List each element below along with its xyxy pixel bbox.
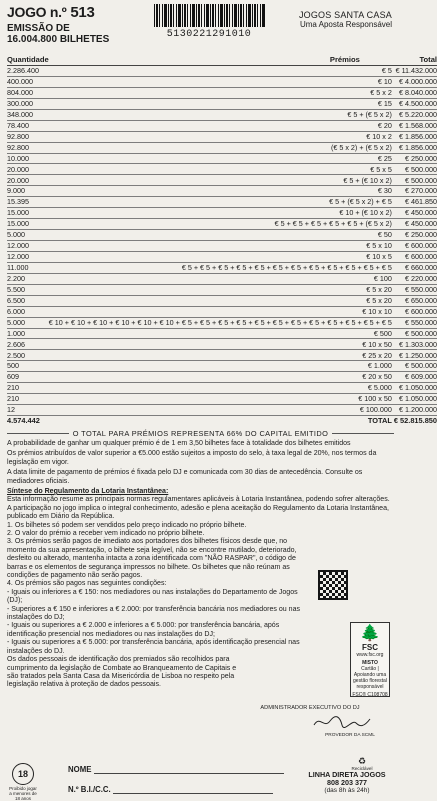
barcode: [154, 4, 266, 27]
prize-value: € 5 x 10: [49, 241, 394, 252]
prize-value: € 25: [49, 153, 394, 164]
rule-4c: - Iguais ou superiores a € 2.000 e inferiores a € 5.000: por transferência bancária, após identificação presencial nos mediadores ou nas instalações do DJ;: [7, 622, 280, 638]
regulation-intro: Esta informação resume as principais normas regulamentares aplicáveis à Lotaria Instantânea, podendo sofrer alterações. A participação no jogo implica o integral conhecimento, adesão e plena aceitação do Regulamento da Lotaria Instantânea, publicado em Diário da República.: [7, 496, 390, 521]
prize-total: € 1.856.000: [394, 142, 437, 153]
prize-value: € 5.000: [49, 383, 394, 394]
prize-total: € 600.000: [394, 251, 437, 262]
ticket-header: [7, 4, 394, 54]
prize-row: [7, 208, 437, 219]
prize-quantity: 400.000: [7, 76, 49, 87]
fsc-label: [350, 622, 390, 697]
prize-quantity: 5.000: [7, 230, 49, 241]
emission-tickets: 16.004.800 BILHETES: [7, 34, 110, 45]
prize-row: [7, 317, 437, 328]
prize-row: [7, 383, 437, 394]
ticket-footer: [0, 756, 400, 801]
data-protection-text: Os dados pessoais de identificação dos premiados são recolhidos para cumprimento da legislação de Combate ao Branqueamento de Capitais e são tratados pela Santa Casa da Misericórdia de Lisboa no respeito pela legislação relativa à proteção de dados pessoais.: [7, 656, 237, 689]
prize-value: € 10 + (€ 10 x 2): [49, 208, 394, 219]
prize-table-header: [7, 54, 437, 66]
prize-quantity: 92.800: [7, 131, 49, 142]
prize-quantity: 15.395: [7, 197, 49, 208]
prize-total: € 450.000: [394, 208, 437, 219]
age-restriction: [8, 763, 38, 801]
capital-text: O TOTAL PARA PRÉMIOS REPRESENTA 66% DO CAPITAL EMITIDO: [72, 428, 329, 438]
rule-3: 3. Os prémios serão pagos de imediato aos portadores dos bilhetes físicos desde que, no momento da sua apresentação, o bilhete seja legível, não se encontre mutilado, deteriorado, desfeito ou alterado, mantenha intacta a zona identificada com "NÃO RASPAR", o código de barras e os elementos de segurança impressos no bilhete. Os bilhetes que não reúnam as condições de pagamento não serão pagos.: [7, 538, 297, 580]
rule-4: 4. Os prémios são pagos nas seguintes condições:: [7, 580, 167, 588]
prize-quantity: 6.000: [7, 306, 49, 317]
prize-value: € 5 + (€ 10 x 2): [49, 175, 394, 186]
prize-value: € 20: [49, 120, 394, 131]
prize-total: € 1.303.000: [394, 339, 437, 350]
fsc-code: FSC® C108708: [352, 692, 388, 698]
prize-row: [7, 251, 437, 262]
prize-total: € 250.000: [394, 153, 437, 164]
col-prizes: Prémios: [49, 54, 394, 66]
game-label: JOGO n.º: [7, 4, 67, 20]
prize-value: € 10 x 2: [49, 131, 394, 142]
prize-value: € 10 + € 10 + € 10 + € 10 + € 10 + € 10 + € 5 + € 5 + € 5 + € 5 + € 5 + € 5 + € 5 + € 5 + € 5 + € 5 + € 5 + € 5: [48, 317, 392, 327]
prize-quantity: 2.606: [7, 339, 49, 350]
prize-value: € 5 + (€ 5 x 2): [49, 109, 394, 120]
prize-total: € 609.000: [394, 372, 437, 383]
col-total: Total: [394, 54, 437, 66]
prize-value: € 5 x 2: [49, 87, 394, 98]
prize-row: [7, 372, 437, 383]
prize-quantity: 804.000: [7, 87, 49, 98]
rule-4b: - Superiores a € 150 e inferiores a € 2.000: por transferência bancária nos mediadores ou nas instalações do DJ;: [7, 605, 301, 622]
regulation-title: Síntese do Regulamento da Lotaria Instantânea:: [7, 487, 169, 495]
prize-total: € 450.000: [394, 219, 437, 230]
prize-total: € 461.850: [394, 197, 437, 208]
prize-value: € 10: [49, 76, 394, 87]
prize-quantity: 92.800: [7, 142, 49, 153]
prize-value: € 100.000: [49, 405, 394, 416]
prize-value: € 15: [49, 98, 394, 109]
prize-value: € 5: [49, 66, 394, 77]
prize-quantity: 210: [7, 394, 49, 405]
prize-row: [7, 175, 437, 186]
prize-total: € 1.050.000: [394, 394, 437, 405]
divider: [7, 433, 69, 434]
prize-quantity: 12: [7, 405, 49, 416]
brand-name: JOGOS SANTA CASA: [298, 10, 392, 20]
prize-quantity: 210: [7, 383, 49, 394]
total-label: TOTAL: [367, 416, 392, 426]
prize-quantity: 11.000: [7, 262, 49, 273]
helpline-hours: (das 8h às 24h): [324, 787, 370, 794]
barcode-block: [154, 4, 264, 40]
prize-total: € 8.040.000: [394, 87, 437, 98]
prize-total: € 1.200.000: [394, 405, 437, 416]
prize-row: [7, 306, 437, 317]
emission-label: EMISSÃO DE: [7, 23, 70, 34]
helpline: [302, 771, 392, 795]
prize-quantity: 6.500: [7, 295, 49, 306]
prize-row: [7, 120, 437, 131]
prize-value: € 25 x 20: [49, 350, 394, 361]
recyclable-label: Reciclável: [351, 766, 373, 771]
prize-total: € 600.000: [394, 306, 437, 317]
prize-total: € 660.000: [394, 262, 437, 273]
prize-value: € 5 x 20: [49, 284, 394, 295]
prize-quantity: 300.000: [7, 98, 49, 109]
prize-total: € 1.856.000: [394, 131, 437, 142]
prize-total: € 1.050.000: [394, 383, 437, 394]
col-quantity: Quantidade: [7, 54, 49, 64]
prize-row: [7, 339, 437, 350]
fsc-site: www.fsc.org: [356, 652, 384, 658]
rule-4d: - Iguais ou superiores a € 5.000: por transferência bancária, após identificação presencial nas instalações do DJ.: [7, 639, 300, 655]
terms-text: [7, 440, 394, 690]
prize-total: € 650.000: [394, 295, 437, 306]
prize-value: € 5 + (€ 5 x 2) + € 5: [49, 197, 394, 208]
id-line: [68, 785, 273, 794]
rule-2: 2. O valor do prémio a receber vem indicado no próprio bilhete.: [7, 530, 205, 537]
prize-total: € 1.568.000: [394, 120, 437, 131]
prize-value: € 30: [49, 186, 394, 197]
id-field[interactable]: [113, 785, 273, 794]
prize-value: € 5 + € 5 + € 5 + € 5 + € 5 + (€ 5 x 2): [49, 219, 394, 230]
prize-row: [7, 350, 437, 361]
prize-row: [7, 295, 437, 306]
recyclable-mark: [337, 757, 387, 771]
prize-quantity: 15.000: [7, 219, 49, 230]
prize-quantity: 2.286.400: [7, 66, 49, 77]
prize-row: [7, 142, 437, 153]
fsc-tree-icon: 🌲: [360, 625, 380, 642]
prize-total: € 270.000: [394, 186, 437, 197]
game-info: [7, 4, 127, 45]
fsc-logo: FSC: [362, 643, 378, 652]
helpline-title: LINHA DIRETA JOGOS: [308, 770, 386, 779]
prize-total: € 11.432.000: [395, 66, 437, 76]
capital-line: [7, 429, 394, 438]
prize-total: € 220.000: [394, 273, 437, 284]
prize-total: € 600.000: [394, 241, 437, 252]
prize-value: € 5 + € 5 + € 5 + € 5 + € 5 + € 5 + € 5 + € 5 + € 5 + € 5 + € 5 + € 5: [49, 262, 394, 273]
prize-quantity: 2.500: [7, 350, 49, 361]
prize-row: [7, 197, 437, 208]
prize-quantity: 1.000: [7, 328, 49, 339]
brand-slogan: Uma Aposta Responsável: [299, 20, 392, 29]
game-number-line: [7, 4, 127, 21]
tax-text: Os prémios atribuídos de valor superior a €5.000 estão sujeitos a imposto do selo, à taxa legal de 20%, nos termos da legislação em vigor.: [7, 450, 377, 466]
prize-row: [7, 98, 437, 109]
name-line: [68, 765, 284, 774]
prize-row: [7, 394, 437, 405]
deadline-text: A data limite de pagamento de prémios é fixada pelo DJ e comunicada com 30 dias de antecedência. Consulte os mediadores oficiais.: [7, 469, 363, 485]
signature: [312, 713, 372, 731]
divider: [332, 433, 394, 434]
prize-value: € 100: [49, 273, 394, 284]
prize-value: € 100 x 50: [49, 394, 394, 405]
prize-quantity: 20.000: [7, 175, 49, 186]
age-18-icon: 18: [12, 763, 34, 785]
recycle-icon: ♻: [357, 756, 367, 766]
prize-row: [7, 361, 437, 372]
prize-total: € 5.220.000: [394, 109, 437, 120]
prize-value: € 50: [49, 230, 394, 241]
prize-total: € 250.000: [394, 230, 437, 241]
prize-quantity: 20.000: [7, 164, 49, 175]
rule-1: 1. Os bilhetes só podem ser vendidos pelo preço indicado no próprio bilhete.: [7, 521, 247, 529]
prize-row: [7, 262, 437, 273]
barcode-number: 5130221291010: [166, 29, 252, 40]
prize-quantity: 12.000: [7, 241, 49, 252]
prize-total: € 4.500.000: [394, 98, 437, 109]
provedor-label: PROVEDOR DA SCML: [325, 733, 375, 738]
name-label: NOME: [68, 765, 92, 774]
prize-value: € 10 x 50: [49, 339, 394, 350]
prize-value: € 10 x 5: [49, 251, 394, 262]
prize-row: [7, 164, 437, 175]
prize-total: € 550.000: [394, 284, 437, 295]
prize-row: [7, 109, 437, 120]
prize-row: [7, 230, 437, 241]
prize-row: [7, 66, 437, 77]
prize-value: € 5 x 5: [49, 164, 394, 175]
name-field[interactable]: [94, 765, 284, 774]
prize-quantity: 348.000: [7, 109, 49, 120]
prize-value: € 20 x 50: [49, 372, 394, 383]
prize-row: [7, 241, 437, 252]
prize-total: € 500.000: [394, 361, 437, 372]
prize-quantity: 2.200: [7, 273, 49, 284]
prize-value: € 5 x 20: [49, 295, 394, 306]
prize-rows: [7, 66, 437, 416]
prize-value: € 500: [49, 328, 394, 339]
prize-row: [7, 284, 437, 295]
prize-row: [7, 76, 437, 87]
prize-value: € 1.000: [49, 361, 394, 372]
age-restriction-text: Proibido jogar a menores de 18 anos: [9, 786, 37, 801]
prize-quantity: 609: [7, 372, 49, 383]
game-number: 513: [70, 4, 95, 21]
prize-total: € 4.000.000: [394, 76, 437, 87]
prize-row: [7, 405, 437, 416]
prize-quantity: 5.000: [7, 317, 49, 328]
prize-total: € 550.000: [394, 317, 437, 328]
prize-total: € 500.000: [394, 164, 437, 175]
admin-label: ADMINISTRADOR EXECUTIVO DO DJ: [260, 705, 360, 711]
prize-quantity: 10.000: [7, 153, 49, 164]
rule-4a: - Iguais ou inferiores a € 150: nos mediadores ou nas instalações do Departamento de Jogos (DJ);: [7, 588, 298, 605]
prize-quantity: 78.400: [7, 120, 49, 131]
prize-quantity: 500: [7, 361, 49, 372]
prize-total-row: [7, 416, 437, 426]
prize-table: [7, 54, 437, 426]
prize-quantity: 5.500: [7, 284, 49, 295]
helpline-phone: 808 203 377: [327, 778, 367, 787]
prize-row: [7, 87, 437, 98]
prize-row: [7, 219, 437, 230]
id-label: N.º B.I./C.C.: [68, 785, 111, 794]
prize-value: € 10 x 10: [49, 306, 394, 317]
fsc-desc: Cartão | Apoiando uma gestão florestal responsável: [353, 666, 387, 690]
prize-quantity: 15.000: [7, 208, 49, 219]
prize-row: [7, 328, 437, 339]
prize-total: € 500.000: [394, 328, 437, 339]
prize-row: [7, 186, 437, 197]
prize-row: [7, 131, 437, 142]
prize-quantity: 12.000: [7, 251, 49, 262]
brand-block: [282, 10, 392, 29]
prize-quantity: 9.000: [7, 186, 49, 197]
probability-text: A probabilidade de ganhar um qualquer prémio é de 1 em 3,50 bilhetes face à totalidade dos bilhetes emitidos: [7, 439, 351, 447]
prize-value: (€ 5 x 2) + (€ 5 x 2): [49, 142, 394, 153]
prize-row: [7, 273, 437, 284]
total-quantity: 4.574.442: [7, 416, 40, 426]
fsc-misto: MISTO: [362, 660, 378, 666]
prize-total: € 1.250.000: [394, 350, 437, 361]
qr-code: [318, 570, 348, 600]
total-value: € 52.815.850: [393, 416, 437, 426]
prize-row: [7, 153, 437, 164]
prize-total: € 500.000: [394, 175, 437, 186]
